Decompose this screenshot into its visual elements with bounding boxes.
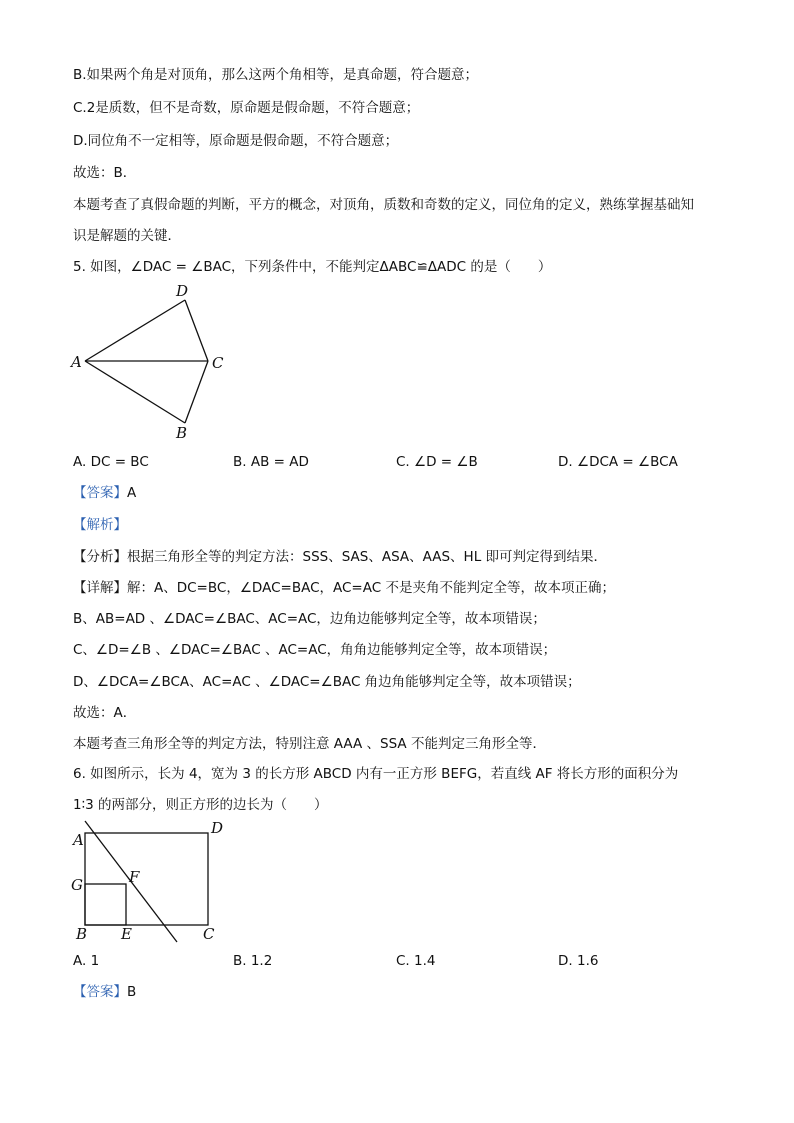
q6-option-b: B. 1.2 xyxy=(233,953,273,969)
text-line: 本题考查了真假命题的判断，平方的概念，对顶角，质数和奇数的定义，同位角的定义，熟练掌握基础知 xyxy=(73,197,694,213)
q5-option-d: D. ∠DCA = ∠BCA xyxy=(558,454,678,470)
label-c: C xyxy=(212,354,224,372)
answer-tag: 【答案】 xyxy=(73,485,127,501)
label-a: A xyxy=(73,831,84,849)
label-b: B xyxy=(176,424,188,442)
xiangjie-text: 解：A、DC=BC，∠DAC=BAC，AC=AC 不是夹角不能判定全等，故本项正确； xyxy=(127,580,615,596)
label-d: D xyxy=(176,282,189,300)
text-line: C.2是质数，但不是奇数，原命题是假命题，不符合题意； xyxy=(73,100,420,116)
segment-ad xyxy=(85,300,185,361)
answer-tag: 【答案】 xyxy=(73,984,127,1000)
q6-figure xyxy=(60,815,250,945)
question-6-stem-cont: 1∶3 的两部分，则正方形的边长为（ ） xyxy=(73,797,328,813)
segment-bc xyxy=(185,361,208,423)
label-c: C xyxy=(203,925,215,943)
fenxi-tag: 【分析】 xyxy=(73,549,127,565)
q6-option-c: C. 1.4 xyxy=(396,953,436,969)
q6-option-d: D. 1.6 xyxy=(558,953,599,969)
fenxi-text: 根据三角形全等的判定方法：SSS、SAS、ASA、AAS、HL 即可判定得到结果． xyxy=(127,549,608,565)
q5-option-a: A. DC = BC xyxy=(73,454,149,470)
q5-option-c: C. ∠D = ∠B xyxy=(396,454,478,470)
detail-line: D、∠DCA=∠BCA、AC=AC 、∠DAC=∠BAC 角边角能够判定全等，故本项错误； xyxy=(73,674,581,690)
detail-line: 故选：A． xyxy=(73,705,137,721)
text-line: D.同位角不一定相等，原命题是假命题，不符合题意； xyxy=(73,133,399,149)
q5-fenxi xyxy=(73,548,607,566)
q5-xiangjie xyxy=(73,579,615,597)
q6-answer xyxy=(73,983,136,1001)
analysis-tag: 【解析】 xyxy=(73,517,127,533)
detail-line: B、AB=AD 、∠DAC=∠BAC、AC=AC，边角边能够判定全等，故本项错误； xyxy=(73,611,546,627)
square-befg xyxy=(85,884,126,925)
answer-value: B xyxy=(127,984,137,1000)
label-g: G xyxy=(71,876,83,894)
q5-option-b: B. AB = AD xyxy=(233,454,309,470)
answer-value: A xyxy=(127,485,137,501)
text-line: 故选：B． xyxy=(73,165,137,181)
question-5-stem: 5. 如图，∠DAC = ∠BAC，下列条件中，不能判定ΔABC≌ΔADC 的是（ ） xyxy=(73,259,552,275)
label-a: A xyxy=(71,353,82,371)
q5-figure xyxy=(60,280,250,445)
label-b: B xyxy=(76,925,88,943)
detail-line: C、∠D=∠B 、∠DAC=∠BAC 、AC=AC，角角边能够判定全等，故本项错误； xyxy=(73,642,557,658)
rectangle-abcd xyxy=(85,833,208,925)
text-line: B.如果两个角是对顶角，那么这两个角相等，是真命题，符合题意； xyxy=(73,67,479,83)
text-line: 识是解题的关键． xyxy=(73,228,181,244)
question-6-stem: 6. 如图所示，长为 4，宽为 3 的长方形 ABCD 内有一正方形 BEFG，若直线 AF 将长方形的面积分为 xyxy=(73,766,679,782)
segment-ab xyxy=(85,361,185,423)
label-e: E xyxy=(121,925,132,943)
segment-dc xyxy=(185,300,208,361)
label-f: F xyxy=(129,868,140,886)
q6-option-a: A. 1 xyxy=(73,953,100,969)
label-d: D xyxy=(211,819,224,837)
detail-line: 本题考查三角形全等的判定方法，特别注意 AAA 、SSA 不能判定三角形全等． xyxy=(73,736,546,752)
q5-answer xyxy=(73,484,136,502)
xiangjie-tag: 【详解】 xyxy=(73,580,127,596)
